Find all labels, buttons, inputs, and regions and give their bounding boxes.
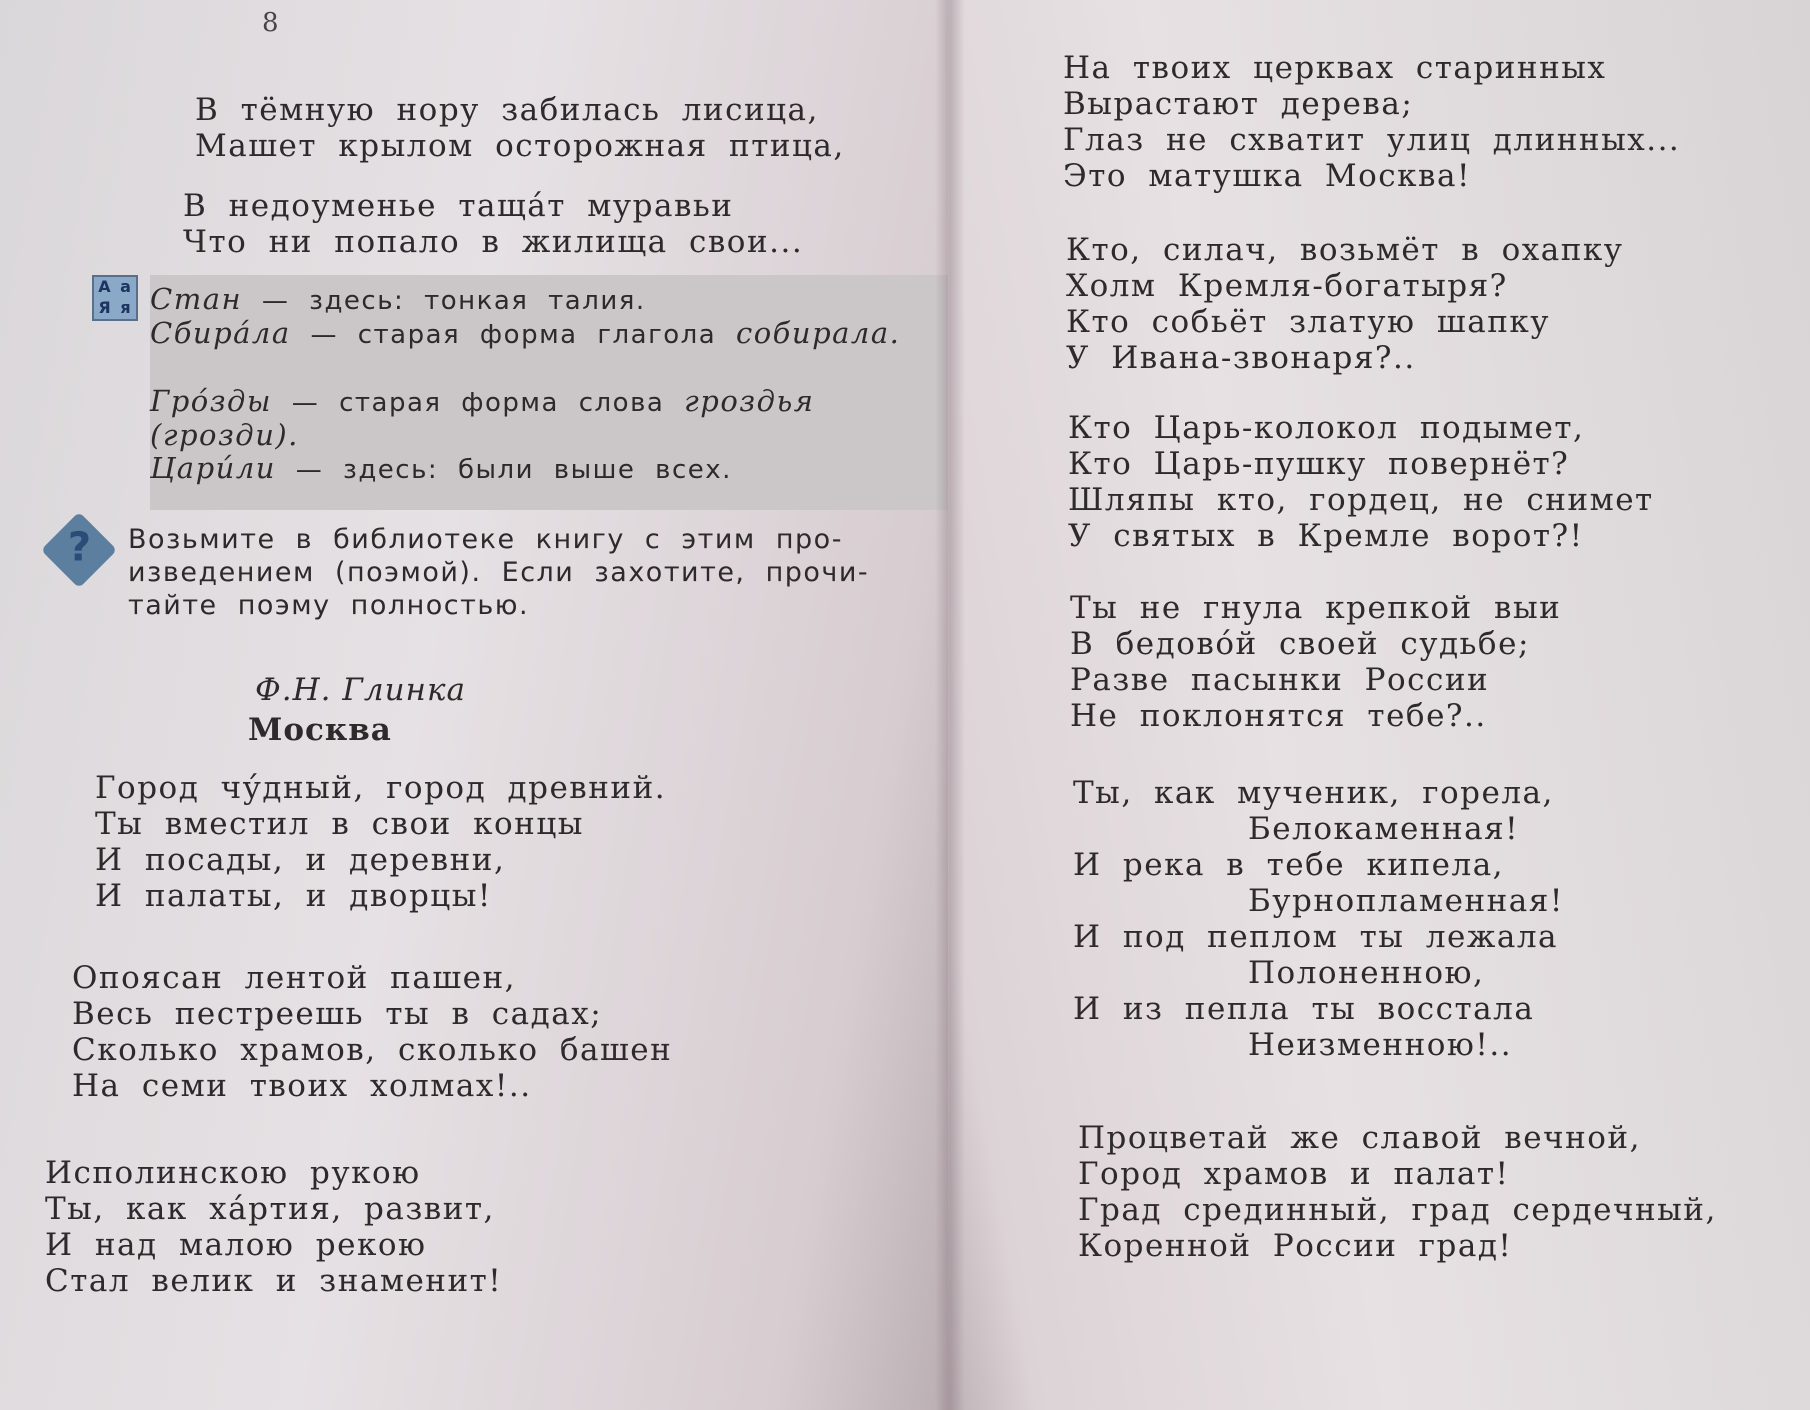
poem-line: Белокаменная! [1248, 811, 1520, 847]
poem-line: Ты, как мученик, горела, [1073, 775, 1554, 811]
poem-line: Город чу́дный, город древний. [95, 770, 667, 806]
glossary-definition: — старая форма слова [272, 388, 685, 418]
poem-line: Город храмов и палат! [1078, 1156, 1510, 1192]
poem-line: Это матушка Москва! [1063, 158, 1471, 194]
task-text [128, 523, 948, 622]
glossary-term: Царúли [150, 451, 276, 485]
poem-stanza-3 [45, 1155, 502, 1299]
poem-stanza-1 [95, 770, 666, 914]
right-page [948, 0, 1810, 1410]
glossary-example: собирала. [735, 316, 901, 350]
poem-stanza-5 [1066, 232, 1624, 376]
poem-stanza-2 [72, 960, 672, 1104]
poem-line: Глаз не схватит улиц длинных... [1063, 122, 1681, 158]
intro-stanza-2 [183, 188, 803, 260]
poem-line: Коренной России град! [1078, 1228, 1513, 1264]
glossary-entry [150, 385, 950, 453]
poem-line: И посады, и деревни, [95, 842, 506, 878]
poem-line: Кто собьёт златую шапку [1066, 304, 1550, 340]
poem-line: На семи твоих холмах!.. [72, 1068, 532, 1104]
poem-line: Вырастают дерева; [1063, 86, 1414, 122]
poem-line: В недоуменье тащáт муравьи [183, 188, 734, 224]
poem-line: Опоясан лентой пашен, [72, 960, 517, 996]
poem-line: Неизменною!.. [1248, 1027, 1513, 1063]
poem-stanza-6 [1068, 410, 1654, 554]
glossary-entry [150, 317, 950, 351]
poem-line: Процветай же славой вечной, [1078, 1120, 1641, 1156]
task-line: изведением (поэмой). Если захотите, прочи- [128, 557, 870, 588]
poem-stanza-8 [1073, 775, 1564, 1063]
poem-stanza-7 [1070, 590, 1561, 734]
book-spine-fold [935, 0, 965, 1410]
poem-line: Полоненною, [1248, 955, 1485, 991]
poem-line: Ты вместил в свои концы [95, 806, 584, 842]
poem-line: Кто Царь-колокол подымет, [1068, 410, 1585, 446]
poem-line: Холм Кремля-богатыря? [1066, 268, 1508, 304]
glossary-entry [150, 283, 950, 317]
dictionary-icon: А а Я я [92, 275, 138, 321]
poem-line: Исполинскою рукою [45, 1155, 421, 1191]
poem-line: Весь пестреешь ты в садах; [72, 996, 603, 1032]
poem-line: Не поклонятся тебе?.. [1070, 698, 1487, 734]
poem-line: Разве пасынки России [1070, 662, 1490, 698]
question-icon: ? [41, 512, 117, 588]
poem-line: Ты не гнула крепкой выи [1070, 590, 1562, 626]
glossary-entry [150, 452, 950, 486]
poem-line: Ты, как хáртия, развит, [45, 1191, 495, 1227]
poem-line: Машет крылом осторожная птица, [195, 128, 845, 164]
poem-stanza-9 [1078, 1120, 1717, 1264]
poem-line: И река в тебе кипела, [1073, 847, 1505, 883]
glossary-term: Стан [150, 282, 243, 316]
poem-line: И палаты, и дворцы! [95, 878, 492, 914]
poem-line: У Ивана-звонаря?.. [1066, 340, 1416, 376]
poem-line: Бурнопламенная! [1248, 883, 1564, 919]
page-number: 8 [262, 8, 279, 38]
poem-line: Кто, силач, возьмёт в охапку [1066, 232, 1624, 268]
poem-line: В тёмную нору забилась лисица, [195, 92, 819, 128]
poem-line: Что ни попало в жилища свои... [183, 224, 804, 260]
poem-line: Шляпы кто, гордец, не снимет [1068, 482, 1654, 518]
poem-line: У святых в Кремле ворот?! [1068, 518, 1584, 554]
poem-line: В бедовóй своей судьбе; [1070, 626, 1530, 662]
poem-line: Сколько храмов, сколько башен [72, 1032, 673, 1068]
poem-line: И над малою рекою [45, 1227, 427, 1263]
poem-line: Кто Царь-пушку повернёт? [1068, 446, 1570, 482]
glossary-definition: — здесь: тонкая талия. [242, 286, 646, 316]
task-line: тайте поэму полностью. [128, 590, 530, 621]
glossary-term: Грóзды [150, 384, 273, 418]
poem-title: Москва [248, 712, 392, 748]
task-line: Возьмите в библиотеке книгу с этим про- [128, 524, 843, 555]
glossary-definition: — здесь: были выше всех. [275, 455, 732, 485]
poem-line: И из пепла ты восстала [1073, 991, 1535, 1027]
glossary-term: Сбирáла [150, 316, 291, 350]
glossary-definition: — старая форма глагола [290, 320, 736, 350]
poem-line: На твоих церквах старинных [1063, 50, 1607, 86]
poem-line: Град срединный, град сердечный, [1078, 1192, 1717, 1228]
poem-line: И под пеплом ты лежала [1073, 919, 1559, 955]
poem-stanza-4 [1063, 50, 1680, 194]
poem-author: Ф.Н. Глинка [255, 672, 466, 708]
glossary-example-tail: (грозди). [150, 418, 299, 452]
intro-stanza-1 [195, 92, 845, 164]
poem-line: Стал велик и знаменит! [45, 1263, 503, 1299]
glossary-example: гроздья [684, 384, 815, 418]
